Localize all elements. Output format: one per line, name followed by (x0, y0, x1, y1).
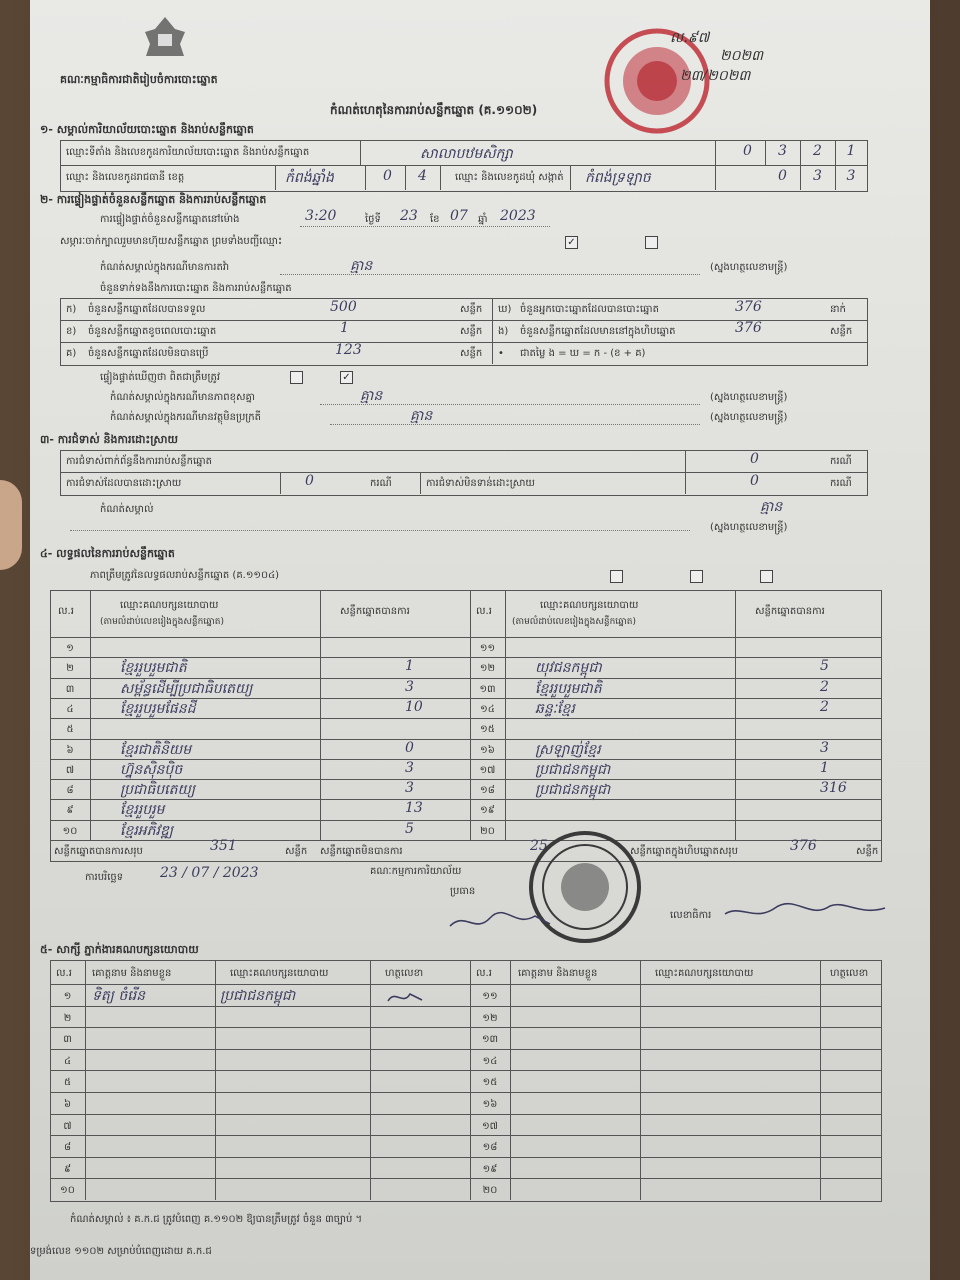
witness-row-no: ៨ (63, 1142, 72, 1154)
result-checkbox-a[interactable] (610, 570, 623, 583)
w-col-party: ឈ្មោះគណបក្សនយោបាយ (230, 968, 329, 979)
result-row-votes: 10 (405, 698, 423, 715)
w-col-sign: ហត្ថលេខា (830, 968, 869, 979)
col-no: ល.រ (476, 606, 492, 617)
witness-row-no: ១៧ (482, 1120, 498, 1132)
witness-row-no: ៤ (63, 1055, 72, 1067)
witness-row-no: ២ (63, 1012, 72, 1024)
year-label: ឆ្នាំ (478, 214, 488, 225)
result-row-no: ១១ (479, 643, 496, 654)
check-yes-checkbox[interactable] (290, 371, 303, 384)
count-unit: សន្លឹក (460, 348, 483, 359)
witness-row-no: ១០ (60, 1185, 75, 1197)
result-row-votes: 1 (405, 658, 414, 675)
unresolved-label: ការជំទាស់មិនទាន់ដោះស្រាយ (426, 478, 535, 489)
sub-heading: ចំនួនទាក់ទងនឹងការបោះឆ្នោត និងការរាប់សន្លឹកឆ្នោត (100, 283, 292, 294)
ballot-box-value: 376 (790, 838, 817, 854)
commune-code-digit: 3 (846, 168, 856, 184)
complaint-unit: ករណី (830, 456, 852, 467)
total-label: សន្លឹកឆ្នោតបានការសរុប (54, 846, 143, 857)
section2-heading: ២- ការផ្ទៀងផ្ទាត់ចំនួនសន្លឹកឆ្នោត និងការរាប់សន្លឹកឆ្នោត (40, 193, 267, 206)
witness-table (50, 960, 882, 1202)
total-value: 351 (210, 838, 237, 854)
location-code-digit: 2 (813, 143, 822, 159)
col-no: ល.រ (58, 606, 74, 617)
witness-row-no: ៦ (63, 1099, 72, 1110)
result-row-votes: 3 (820, 739, 829, 756)
ballot-box-label: សន្លឹកឆ្នោតក្នុងហិបឆ្នោតសរុប (630, 846, 738, 857)
sign-hint: (ស្នងហត្ថលេខាមន្ត្រី) (710, 412, 788, 423)
result-row-no: ១៤ (480, 703, 495, 715)
count-received-value: 500 (330, 299, 357, 315)
result-row-no: ៦ (66, 744, 74, 756)
result-row-party: ឆន្ទៈខ្មែរ (535, 700, 575, 717)
note3-value: គ្មាន (410, 408, 433, 424)
unresolved-count: 0 (750, 473, 759, 489)
witness-row-no: ១១ (482, 991, 498, 1002)
result-row-no: ៤ (66, 703, 74, 715)
witness-row-no: ៥ (63, 1077, 72, 1089)
count-unit: សន្លឹក (460, 304, 483, 315)
province-value: កំពង់ឆ្នាំង (285, 170, 334, 186)
result-row-party: ប្រជាធិបតេយ្យ (120, 782, 195, 799)
witness-row-no: ៣ (63, 1034, 72, 1046)
result-row-votes: 316 (820, 780, 847, 797)
result-row-no: ១៣ (479, 683, 496, 695)
witness-row-no: ១៩ (482, 1163, 498, 1175)
result-row-party: ហ្វ៊ុនស៊ិនប៉ិច (120, 761, 183, 778)
count-label: ចំនួនសន្លឹកឆ្នោតដែលមាននៅក្នុងហិបឆ្នោត (520, 326, 676, 337)
result-row-party: ខ្មែររួបរួមផែនដី (120, 700, 196, 717)
witness-name: ទិត្យ ចំរើន (92, 988, 146, 1004)
secretary-signature (720, 896, 890, 928)
results-table (50, 590, 882, 862)
location-value: សាលាបឋមសិក្សា (420, 146, 513, 162)
witness-row-no: ៩ (63, 1163, 72, 1175)
ballot-box-unit: សន្លឹក (856, 846, 879, 857)
w-col-name: គោត្តនាម និងនាមខ្លួន (92, 968, 172, 979)
result-row-votes: 13 (405, 800, 423, 817)
commune-label: ឈ្មោះ និងលេខកូដឃុំ សង្កាត់ (455, 172, 564, 183)
result-row-no: ៣ (65, 683, 75, 695)
witness-row-no: ១៣ (481, 1034, 499, 1046)
result-row-no: ១៦ (480, 744, 495, 756)
verify-time-label: ការផ្ទៀងផ្ទាត់ចំនួនសន្លឹកឆ្នោតនៅម៉ោង (100, 214, 240, 225)
result-row-party: ខ្មែររួបរួម (120, 802, 165, 819)
count-label: ចំនួនសន្លឹកឆ្នោតខូចពេលបោះឆ្នោត (88, 326, 217, 337)
location-code-digit: 0 (743, 143, 752, 159)
result-row-no: ១៩ (480, 805, 495, 817)
section3-heading: ៣- ការជំទាស់ និងការដោះស្រាយ (40, 433, 178, 446)
result-row-no: ១០ (62, 825, 78, 837)
chief-label: ប្រធាន (450, 886, 476, 897)
nec-emblem-icon (140, 14, 190, 60)
footnote: កំណត់សម្គាល់ ៖ គ.ក.ជ ត្រូវបំពេញ គ.១១០២ ឱ្យបានត្រឹមត្រូវ ចំនួន ៣ច្បាប់ ។ (70, 1214, 363, 1225)
result-row-no: ៨ (66, 785, 74, 797)
count-key: • (498, 348, 504, 359)
note3-label: កំណត់សម្គាល់ក្នុងករណីមានវត្ថុមិនប្រក្រតី (110, 412, 261, 423)
col-party: ឈ្មោះគណបក្សនយោបាយ (540, 600, 639, 611)
w-col-no: ល.រ (476, 968, 492, 979)
count-key: គ) (66, 348, 77, 359)
province-label: ឈ្មោះ និងលេខកូដរាជធានី ខេត្ត (66, 172, 185, 183)
date-label: ការបរិច្ឆេទ (85, 872, 124, 883)
w-col-party: ឈ្មោះគណបក្សនយោបាយ (655, 968, 754, 979)
commune-value: កំពង់ទ្រឡាច (585, 170, 651, 186)
result-row-party: ស្រឡាញ់ខ្មែរ (535, 741, 601, 758)
result-row-party: ប្រជាជនកម្ពុជា (535, 782, 611, 799)
count-unit: សន្លឹក (460, 326, 483, 337)
complaint-count: 0 (750, 451, 759, 467)
location-label: ឈ្មោះទីតាំង និងលេខកូដការិយាល័យបោះឆ្នោត និងរាប់សន្លឹកឆ្នោត (66, 147, 310, 158)
form-title: កំណត់ហេតុនៃការរាប់សន្លឹកឆ្នោត (គ.១១០២) (330, 103, 538, 117)
invalid-value: 25 (530, 838, 548, 854)
result-row-no: ៥ (66, 724, 74, 736)
result-row-party: ប្រជាជនកម្ពុជា (535, 761, 611, 778)
stamp-annotation-top: ល.៩៧ (670, 30, 710, 46)
resolved-count: 0 (305, 473, 314, 489)
note-label: កំណត់សម្គាល់ក្នុងករណីមានការតវ៉ា (100, 262, 230, 273)
result-row-votes: 3 (405, 759, 414, 776)
col-party: ឈ្មោះគណបក្សនយោបាយ (120, 600, 219, 611)
section3-note-label: កំណត់សម្គាល់ (100, 504, 154, 515)
w-col-no: ល.រ (56, 968, 72, 979)
col-party-sub: (តាមលំដាប់លេខរៀងក្នុងសន្លឹកឆ្នោត) (512, 617, 636, 627)
note2-value: គ្មាន (360, 388, 383, 404)
result-row-no: ១៧ (479, 764, 496, 776)
section5-heading: ៥- សាក្សី ភ្នាក់ងារគណបក្សនយោបាយ (40, 943, 199, 956)
result-row-party: យុវជនកម្ពុជា (535, 660, 602, 677)
commune-code-digit: 3 (813, 168, 822, 184)
form-footer: ទម្រង់លេខ ១១០២ សម្រាប់បំពេញដោយ គ.ក.ជ (30, 1246, 212, 1257)
location-code-digit: 3 (778, 143, 787, 159)
result-row-no: ៩ (66, 805, 74, 817)
result-row-votes: 3 (405, 678, 414, 695)
result-row-votes: 2 (820, 678, 829, 695)
verify-day: 23 (400, 208, 418, 224)
count-spoiled-value: 1 (340, 320, 349, 336)
seal-no-checkbox[interactable] (645, 236, 658, 249)
col-votes: សន្លឹកឆ្នោតបានការ (755, 606, 825, 617)
note-value: គ្មាន (350, 258, 373, 274)
witness-party: ប្រជាជនកម្ពុជា (220, 988, 296, 1004)
day-label: ថ្ងៃទី (365, 214, 381, 225)
chief-signature (445, 906, 555, 936)
witness-row-no: ២០ (482, 1185, 498, 1197)
note-sign-hint: (ស្នងហត្ថលេខាមន្ត្រី) (710, 262, 788, 273)
count-key: ខ) (66, 326, 77, 337)
resolved-unit: ករណី (370, 478, 392, 489)
seal-check-line: សម្ភារៈចាក់ក្បាលរួមមានហ៊ុយសន្លឹកឆ្នោត ព្រមទាំងបញ្ជីឈ្មោះ (60, 236, 283, 247)
sign-hint: (ស្នងហត្ថលេខាមន្ត្រី) (710, 392, 788, 403)
result-row-party: ខ្មែរអភិវឌ្ឍ (120, 822, 174, 839)
count-label: ចំនួនសន្លឹកឆ្នោតដែលមិនបានប្រើ (88, 348, 209, 359)
result-checkbox-b[interactable] (690, 570, 703, 583)
witness-row-no: ៧ (63, 1120, 72, 1132)
count-unit: នាក់ (830, 304, 846, 315)
thumb (0, 480, 22, 570)
result-row-votes: 3 (405, 780, 414, 797)
invalid-label: សន្លឹកឆ្នោតមិនបានការ (320, 846, 403, 857)
province-code-digit: 0 (383, 168, 392, 184)
count-unused-value: 123 (335, 342, 362, 358)
result-row-no: ២០ (480, 825, 495, 837)
result-row-no: ៧ (65, 764, 75, 776)
count-label: ចំនួនសន្លឹកឆ្នោតដែលបានទទួល (88, 304, 206, 315)
result-row-votes: 5 (820, 658, 829, 675)
resolved-label: ការជំទាស់ដែលបានដោះស្រាយ (66, 478, 182, 489)
result-row-party: ខ្មែររួបរួមជាតិ (535, 680, 602, 697)
date-value: 23 / 07 / 2023 (160, 865, 259, 881)
result-row-votes: 5 (405, 820, 414, 837)
result-row-no: ១ (66, 643, 74, 654)
result-row-votes: 2 (820, 698, 829, 715)
count-label: ចំនួនអ្នកបោះឆ្នោតដែលបានបោះឆ្នោត (520, 304, 659, 315)
result-row-party: ខ្មែរជាតិនិយម (120, 741, 192, 758)
check-line: ផ្ទៀងផ្ទាត់ឃើញថា ពិតជាត្រឹមត្រូវ (100, 372, 221, 383)
complaint-label: ការជំទាស់ពាក់ព័ន្ធនឹងការរាប់សន្លឹកឆ្នោត (66, 456, 212, 467)
note2-label: កំណត់សម្គាល់ក្នុងករណីមានភាពខុសគ្នា (110, 392, 256, 403)
w-col-name: គោត្តនាម និងនាមខ្លួន (518, 968, 598, 979)
stamp-annotation-sub: ២០២៣ (720, 48, 764, 64)
count-key: ឃ) (498, 304, 512, 315)
witness-row-no: ១ (63, 991, 72, 1002)
result-row-no: ២ (66, 663, 74, 675)
result-row-no: ១៥ (480, 724, 495, 736)
official-label: គណៈកម្មការការិយាល័យ (370, 866, 462, 877)
seal-yes-checkbox[interactable]: ✓ (565, 236, 578, 249)
stamp-annotation-year: ២៣/២០២៣ (680, 68, 751, 84)
commune-code-digit: 0 (778, 168, 787, 184)
count-voters-value: 376 (735, 299, 762, 315)
formula-label: ជាតម្លៃ ង = ឃ = ក - (ខ + គ) (520, 348, 646, 359)
witness-row-no: ១៥ (482, 1077, 498, 1089)
result-row-votes: 1 (820, 759, 829, 776)
secretary-label: លេខាធិការ (670, 910, 712, 921)
witness-row-no: ១៨ (482, 1142, 498, 1154)
unresolved-unit: ករណី (830, 478, 852, 489)
verify-month: 07 (450, 208, 468, 224)
section3-note-value: គ្មាន (760, 499, 783, 515)
check-no-checkbox[interactable]: ✓ (340, 371, 353, 384)
result-checkbox-c[interactable] (760, 570, 773, 583)
witness-signature (385, 986, 425, 1008)
col-votes: សន្លឹកឆ្នោតបានការ (340, 606, 410, 617)
count-in-box-value: 376 (735, 320, 762, 336)
result-row-party: សម្ព័ន្ធដើម្បីប្រជាធិបតេយ្យ (120, 680, 253, 697)
count-key: ង) (498, 326, 509, 337)
witness-row-no: ១៦ (482, 1099, 498, 1110)
result-row-no: ១៨ (480, 785, 495, 797)
result-row-votes: 0 (405, 739, 414, 756)
section4-sub: ភាពត្រឹមត្រូវនៃលទ្ធផលរាប់សន្លឹកឆ្នោត (គ.១១០៤) (90, 570, 280, 581)
location-code-digit: 1 (846, 143, 856, 159)
witness-row-no: ១២ (482, 1012, 498, 1024)
count-key: ក) (66, 304, 77, 315)
count-unit: សន្លឹក (830, 326, 853, 337)
section4-heading: ៤- លទ្ធផលនៃការរាប់សន្លឹកឆ្នោត (40, 547, 175, 560)
verify-year: 2023 (500, 208, 536, 224)
section1-heading: ១- សម្គាល់ការិយាល័យបោះឆ្នោត និងរាប់សន្លឹកឆ្នោត (40, 123, 254, 136)
sign-hint: (ស្នងហត្ថលេខាមន្ត្រី) (710, 522, 788, 533)
ballot-count-form (30, 0, 930, 1280)
month-label: ខែ (430, 214, 440, 225)
total-unit: សន្លឹក (285, 846, 308, 857)
org-name: គណៈកម្មាធិការជាតិរៀបចំការបោះឆ្នោត (60, 73, 218, 86)
verify-time: 3:20 (305, 208, 337, 224)
province-code-digit: 4 (418, 168, 427, 184)
result-row-no: ១២ (479, 663, 496, 675)
col-party-sub: (តាមលំដាប់លេខរៀងក្នុងសន្លឹកឆ្នោត) (100, 617, 224, 627)
w-col-sign: ហត្ថលេខា (385, 968, 424, 979)
witness-row-no: ១៤ (482, 1055, 498, 1067)
result-row-party: ខ្មែររួបរួមជាតិ (120, 660, 187, 677)
